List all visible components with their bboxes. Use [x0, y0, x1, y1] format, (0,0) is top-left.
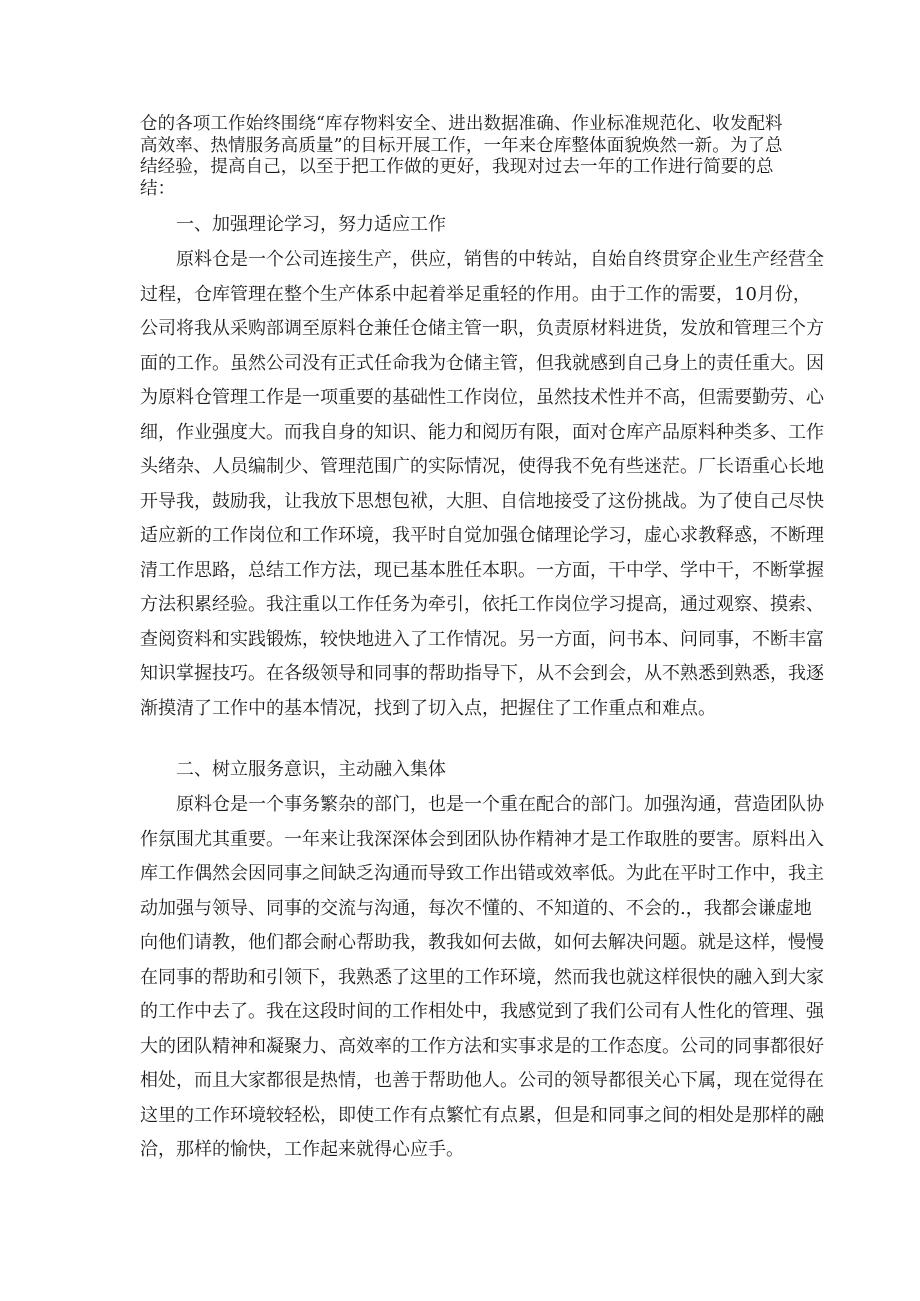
section-2-paragraph — [140, 788, 824, 1168]
paragraph-line: 面的工作。虽然公司没有正式任命我为仓储主管，但我就感到自己身上的责任重大。因 — [140, 352, 824, 374]
paragraph-line: 原料仓是一个公司连接生产，供应，销售的中转站，自始自终贯穿企业生产经营全 — [176, 249, 824, 270]
paragraph-line: 清工作思路，总结工作方法，现已基本胜任本职。一方面，干中学、学中干，不断掌握 — [140, 559, 824, 581]
paragraph-line: 洽，那样的愉快，工作起来就得心应手。 — [140, 1139, 464, 1160]
paragraph-line: 大的团队精神和凝聚力、高效率的工作方法和实事求是的工作态度。公司的同事都很好 — [140, 1035, 824, 1057]
intro-line: 结经验，提高自己，以至于把工作做的更好，我现对过去一年的工作进行简要的总 — [140, 157, 774, 177]
paragraph-line: 查阅资料和实践锻炼，较快地进入了工作情况。另一方面，问书本、问同事，不断丰富 — [140, 628, 824, 650]
paragraph-line: 方法积累经验。我注重以工作任务为牵引，依托工作岗位学习提高，通过观察、摸索、 — [140, 594, 824, 615]
paragraph-line: 原料仓是一个事务繁杂的部门，也是一个重在配合的部门。加强沟通，营造团队协 — [176, 794, 824, 815]
paragraph-line: 适应新的工作岗位和工作环境，我平时自觉加强仓储理论学习，虚心求教释惑，不断理 — [140, 525, 824, 546]
intro-line: 高效率、热情服务高质量”的目标开展工作，一年来仓库整体面貌焕然一新。为了总 — [140, 135, 783, 156]
intro-line: 仓的各项工作始终围绕“库存物料安全、进出数据准确、作业标准规范化、收发配料 — [140, 114, 783, 134]
intro-paragraph — [140, 114, 800, 200]
paragraph-line: 在同事的帮助和引领下，我熟悉了这里的工作环境，然而我也就这样很快的融入到大家 — [140, 966, 824, 988]
section-1-heading: 一、加强理论学习，努力适应工作 — [176, 214, 446, 235]
paragraph-line: 开导我，鼓励我，让我放下思想包袱，大胆、自信地接受了这份挑战。为了使自己尽快 — [140, 490, 824, 512]
paragraph-line: 的工作中去了。我在这段时间的工作相处中，我感觉到了我们公司有人性化的管理、强 — [140, 1001, 824, 1022]
section-2-heading: 二、树立服务意识，主动融入集体 — [176, 759, 446, 780]
paragraph-line: 头绪杂、人员编制少、管理范围广的实际情况，使得我不免有些迷茫。厂长语重心长地 — [140, 456, 824, 477]
paragraph-line: 知识掌握技巧。在各级领导和同事的帮助指导下，从不会到会，从不熟悉到熟悉，我逐 — [140, 663, 824, 684]
paragraph-line: 细，作业强度大。而我自身的知识、能力和阅历有限，面对仓库产品原料种类多、工作 — [140, 421, 824, 443]
paragraph-line: 作氛围尤其重要。一年来让我深深体会到团队协作精神才是工作取胜的要害。原料出入 — [140, 828, 824, 850]
paragraph-line: 为原料仓管理工作是一项重要的基础性工作岗位，虽然技术性并不高，但需要勤劳、心 — [140, 387, 824, 408]
section-1-paragraph — [140, 243, 824, 726]
paragraph-line: 向他们请教，他们都会耐心帮助我，教我如何去做，如何去解决问题。就是这样，慢慢 — [140, 932, 824, 953]
paragraph-line: 这里的工作环境较轻松，即使工作有点繁忙有点累，但是和同事之间的相处是那样的融 — [140, 1104, 824, 1126]
intro-line: 结： — [140, 178, 176, 199]
paragraph-line: 动加强与领导、同事的交流与沟通，每次不懂的、不知道的、不会的.，我都会谦虚地 — [140, 897, 812, 919]
paragraph-line: 渐摸清了工作中的基本情况，找到了切入点，把握住了工作重点和难点。 — [140, 697, 716, 719]
paragraph-line: 相处，而且大家都很是热情，也善于帮助他人。公司的领导都很关心下属，现在觉得在 — [140, 1070, 824, 1091]
paragraph-line: 公司将我从采购部调至原料仓兼任仓储主管一职，负责原材料进货，发放和管理三个方 — [140, 318, 824, 339]
paragraph-line: 库工作偶然会因同事之间缺乏沟通而导致工作出错或效率低。为此在平时工作中，我主 — [140, 863, 824, 884]
paragraph-line: 过程，仓库管理在整个生产体系中起着举足重轻的作用。由于工作的需要，10月份， — [140, 283, 811, 305]
